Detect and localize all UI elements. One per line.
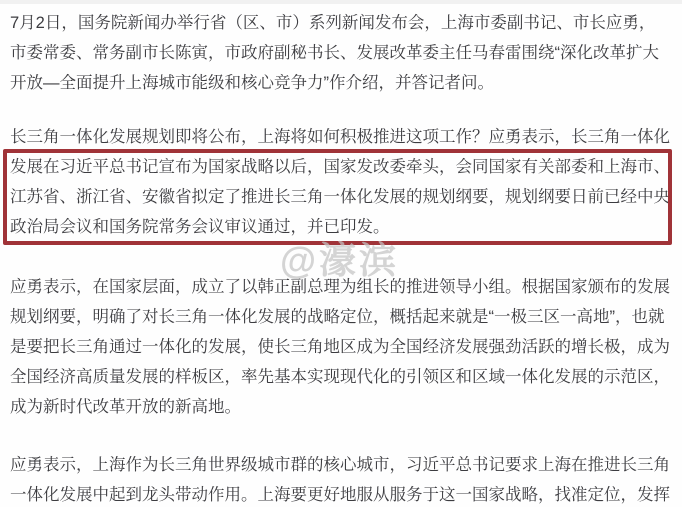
watermark: @濠滨	[280, 240, 400, 281]
paragraph-line: 长三角一体化发展规划即将公布，上海将如何积极推进这项工作？应勇表示，长三角一体化	[10, 128, 670, 146]
paragraph-line: 市委常委、常务副市长陈寅，市政府副秘书长、发展改革委主任马春雷围绕“深化改革扩大	[10, 44, 659, 62]
paragraph-shanghai-role	[10, 450, 676, 510]
paragraph-question-answer	[10, 122, 676, 242]
paragraph-line: 全国经济高质量发展的样板区，率先基本实现现代化的引领区和区域一体化发展的示范区，	[10, 368, 670, 386]
paragraph-line: 应勇表示，在国家层面，成立了以韩正副总理为组长的推进领导小组。根据国家颁布的发展	[10, 278, 670, 296]
paragraph-line: 成为新时代改革开放的新高地。	[10, 398, 241, 416]
paragraph-intro	[10, 8, 676, 98]
paragraph-line: 7月2日，国务院新闻办举行省（区、市）系列新闻发布会，上海市委副书记、市长应勇，	[10, 14, 656, 32]
paragraph-line: 应勇表示，上海作为长三角世界级城市群的核心城市，习近平总书记要求上海在推进长三角	[10, 456, 670, 474]
paragraph-line: 是要把长三角通过一体化的发展，使长三角地区成为全国经济发展强劲活跃的增长极，成为	[10, 338, 670, 356]
paragraph-line: 政治局会议和国务院常务会议审议通过，并已印发。	[10, 218, 390, 236]
paragraph-line: 江苏省、浙江省、安徽省拟定了推进长三角一体化发展的规划纲要，规划纲要日前已经中央	[10, 188, 670, 206]
paragraph-line: 规划纲要，明确了对长三角一体化发展的战略定位，概括起来就是“一极三区一高地”，也就	[10, 308, 665, 326]
paragraph-line: 发展在习近平总书记宣布为国家战略以后，国家发改委牵头，会同国家有关部委和上海市、	[10, 158, 670, 176]
top-edge-divider	[0, 0, 682, 4]
paragraph-line: 开放—全面提升上海城市能级和核心竞争力”作介绍，并答记者问。	[10, 74, 494, 92]
paragraph-line: 一体化发展中起到龙头带动作用。上海要更好地服从服务于这一国家战略，找准定位，发挥	[10, 486, 670, 504]
paragraph-national-level	[10, 272, 676, 422]
